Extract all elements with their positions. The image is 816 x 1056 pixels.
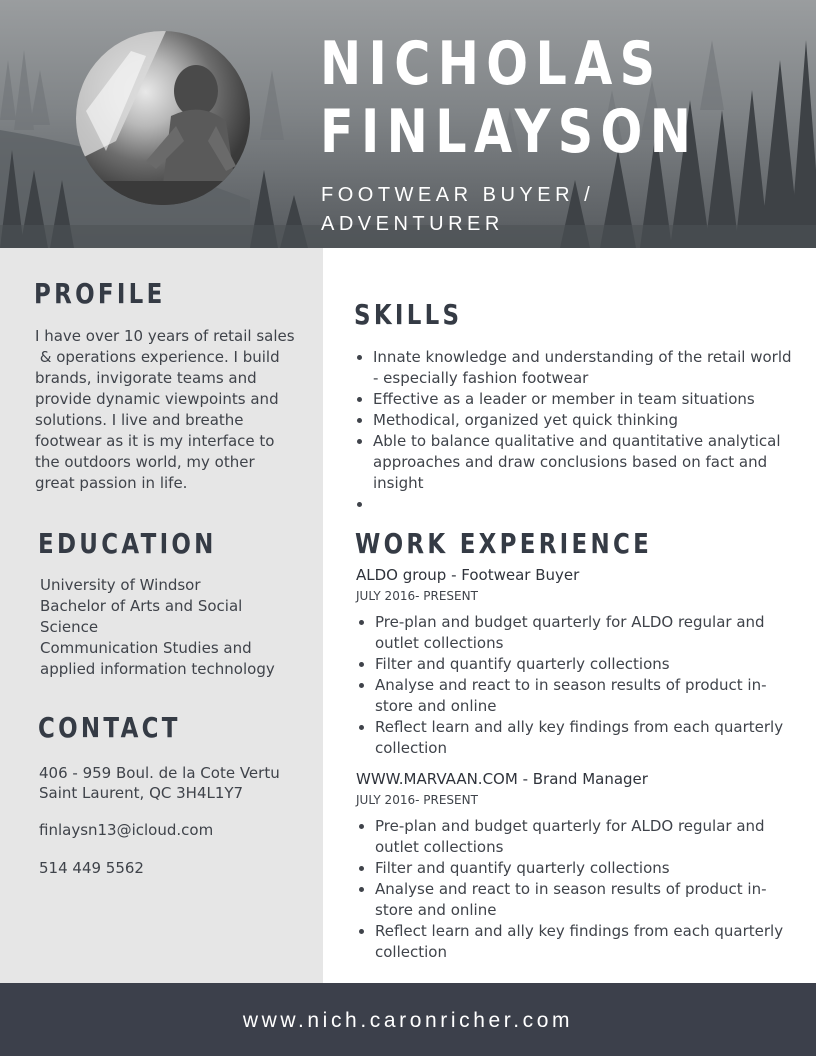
address-line: Saint Laurent, QC 3H4L1Y7 xyxy=(39,784,244,802)
job-duties-list xyxy=(355,612,795,759)
skill-item: • Innate knowledge and understanding of the retail world - especially fashion footwear xyxy=(373,347,793,389)
contact-email[interactable]: finlaysn13@icloud.com xyxy=(39,821,214,839)
education-line: Communication Studies and xyxy=(40,639,252,657)
header-banner xyxy=(0,0,816,248)
profile-line: & operations experience. I build xyxy=(35,348,280,366)
contact-heading: CONTACT xyxy=(38,711,181,744)
profile-heading: PROFILE xyxy=(34,277,166,310)
profile-text xyxy=(35,326,315,494)
profile-line: provide dynamic viewpoints and xyxy=(35,390,279,408)
duty-item: • Analyse and react to in season results of product in-store and online xyxy=(375,879,795,921)
name-last: FINLAYSON xyxy=(320,97,699,167)
skill-item: • Able to balance qualitative and quantitative analytical approaches and draw conclusions based on fact and insight xyxy=(373,431,793,494)
education-line: applied information technology xyxy=(40,660,275,678)
footer-bar xyxy=(0,983,816,1056)
website-link[interactable]: www.nich.caronricher.com xyxy=(242,1009,574,1032)
duty-item: • Analyse and react to in season results of product in-store and online xyxy=(375,675,795,717)
profile-line: great passion in life. xyxy=(35,474,188,492)
skill-item: • Methodical, organized yet quick thinking xyxy=(373,410,793,431)
work-experience-heading: WORK EXPERIENCE xyxy=(355,527,653,560)
education-heading: EDUCATION xyxy=(38,527,217,560)
job-title: ALDO group - Footwear Buyer xyxy=(356,566,580,584)
profile-photo xyxy=(76,31,250,205)
duty-item: • Filter and quantify quarterly collections xyxy=(375,858,795,879)
name-first: NICHOLAS xyxy=(320,29,663,99)
duty-item: • Reflect learn and ally key findings from each quarterly collection xyxy=(375,717,795,759)
candidate-name xyxy=(320,30,714,166)
duty-item: • Pre-plan and budget quarterly for ALDO regular and outlet collections xyxy=(375,816,795,858)
contact-phone: 514 449 5562 xyxy=(39,859,144,877)
contact-address xyxy=(39,763,319,803)
skills-list xyxy=(353,347,793,515)
duty-item: • Pre-plan and budget quarterly for ALDO regular and outlet collections xyxy=(375,612,795,654)
job-dates: JULY 2016- PRESENT xyxy=(356,589,478,603)
education-line: Bachelor of Arts and Social xyxy=(40,597,243,615)
education-line: Science xyxy=(40,618,99,636)
duty-item: • Filter and quantify quarterly collections xyxy=(375,654,795,675)
job-subtitle xyxy=(321,181,781,239)
job-dates: JULY 2016- PRESENT xyxy=(356,793,478,807)
profile-line: I have over 10 years of retail sales xyxy=(35,327,295,345)
subtitle-line: ADVENTURER xyxy=(321,213,504,235)
education-text xyxy=(40,575,320,680)
skill-item xyxy=(373,494,793,515)
subtitle-line: FOOTWEAR BUYER / xyxy=(321,184,595,206)
profile-line: brands, invigorate teams and xyxy=(35,369,257,387)
address-line: 406 - 959 Boul. de la Cote Vertu xyxy=(39,764,280,782)
profile-line: solutions. I live and breathe xyxy=(35,411,244,429)
job-duties-list xyxy=(355,816,795,963)
skills-heading: SKILLS xyxy=(354,298,463,331)
duty-item: • Reflect learn and ally key findings from each quarterly collection xyxy=(375,921,795,963)
job-title: WWW.MARVAAN.COM - Brand Manager xyxy=(356,770,648,788)
profile-line: the outdoors world, my other xyxy=(35,453,255,471)
skill-item: • Effective as a leader or member in team situations xyxy=(373,389,793,410)
profile-line: footwear as it is my interface to xyxy=(35,432,275,450)
education-line: University of Windsor xyxy=(40,576,201,594)
